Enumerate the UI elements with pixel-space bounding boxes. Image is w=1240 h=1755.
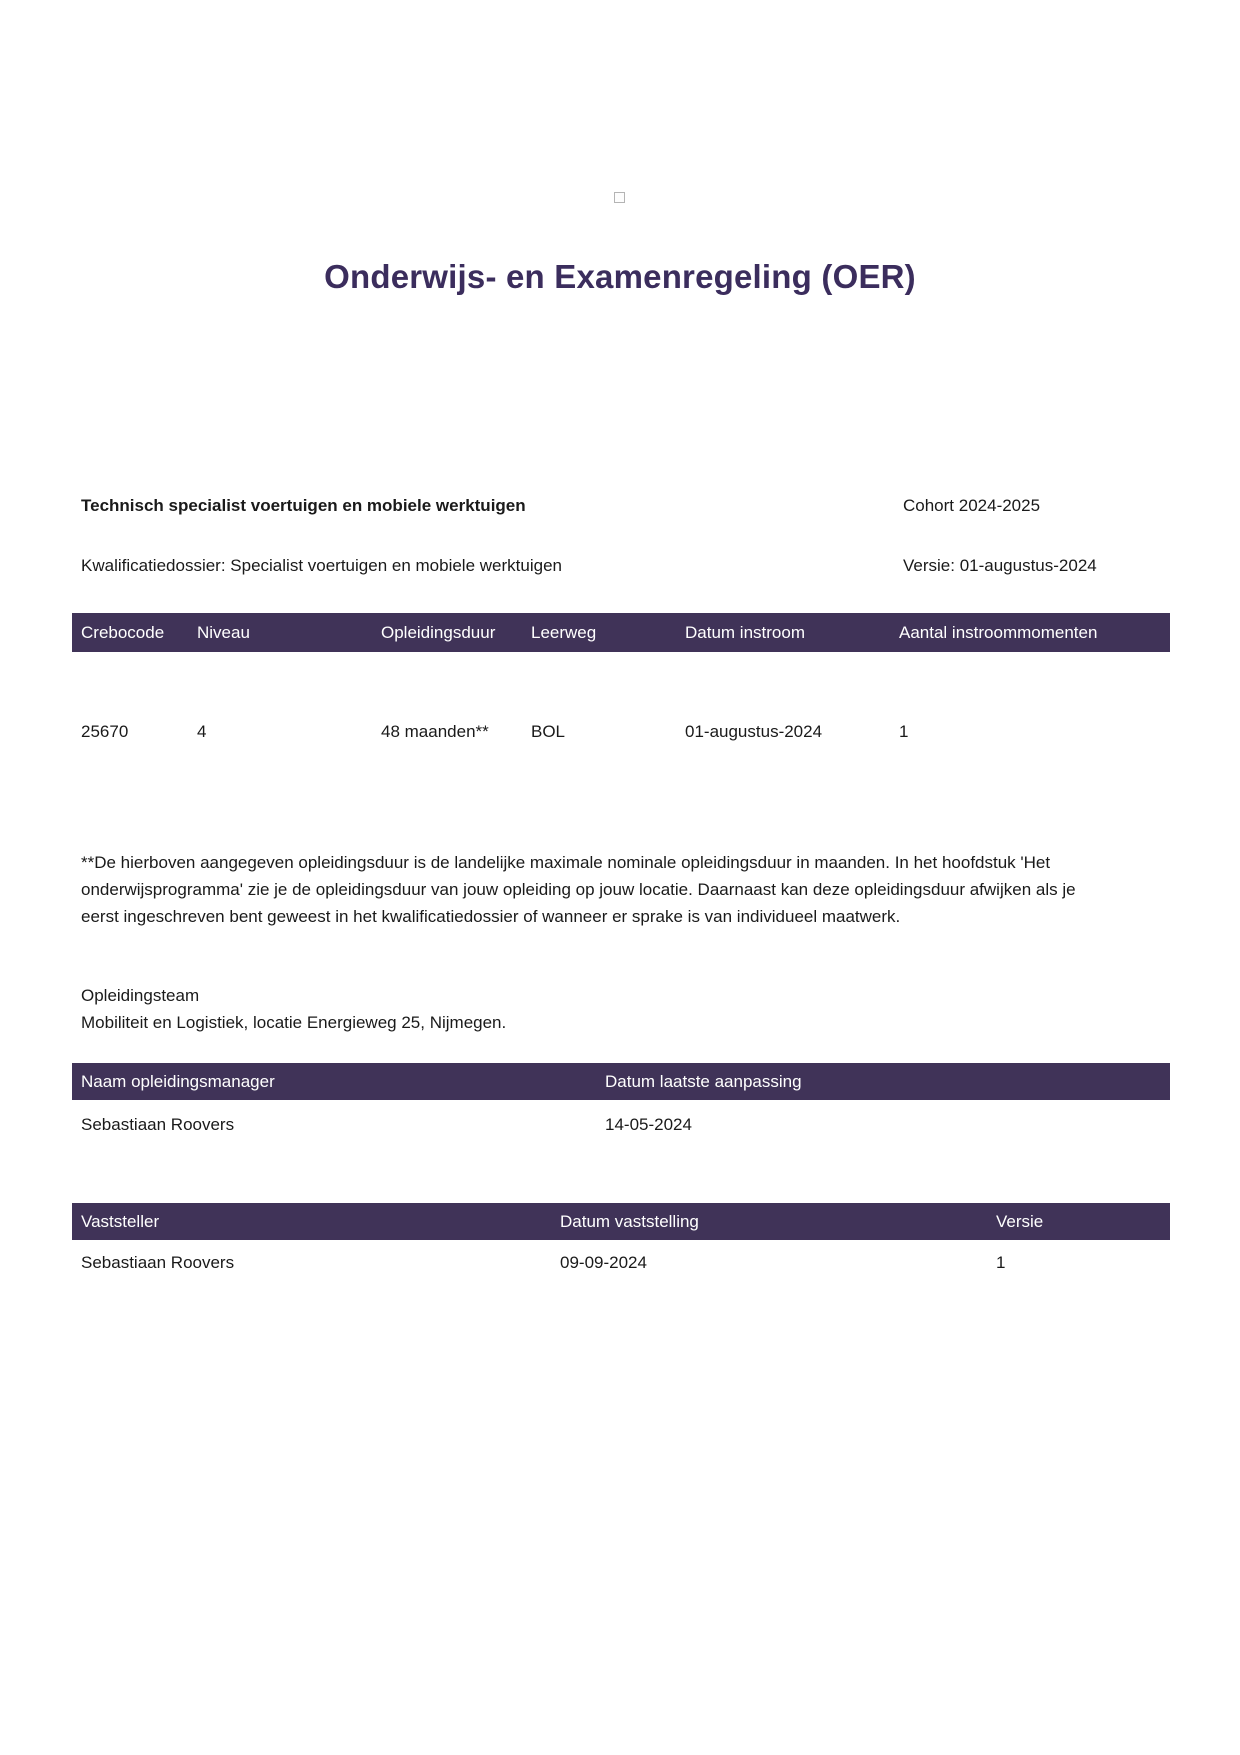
vaststeller-value-datum-vaststelling: 09-09-2024 bbox=[560, 1253, 647, 1272]
opleidingsteam-value: Mobiliteit en Logistiek, locatie Energieweg 25, Nijmegen. bbox=[81, 1013, 507, 1032]
program-line bbox=[81, 496, 1170, 516]
vaststeller-table-row bbox=[72, 1253, 1170, 1277]
opleidingsteam-label: Opleidingsteam bbox=[81, 986, 200, 1005]
crebo-header-datum-instroom: Datum instroom bbox=[685, 622, 805, 642]
crebo-value-opleidingsduur: 48 maanden** bbox=[381, 722, 489, 741]
crebo-header-opleidingsduur: Opleidingsduur bbox=[381, 622, 496, 642]
manager-value-naam: Sebastiaan Roovers bbox=[81, 1115, 235, 1134]
crebo-header-leerweg: Leerweg bbox=[531, 622, 597, 642]
crebo-table-header bbox=[72, 613, 1170, 652]
vaststeller-value-versie: 1 bbox=[996, 1253, 1006, 1272]
vaststeller-header-naam: Vaststeller bbox=[81, 1211, 160, 1231]
opleidingsduur-note: **De hierboven aangegeven opleidingsduur is de landelijke maximale nominale opleidingsduur in maanden. In het hoofdstuk 'Het onderwijsprogramma' zie je de opleidingsduur van jouw opleiding op jouw locatie. Daarnaast kan deze opleidingsduur afwijken als je eerst ingeschreven bent geweest in het kwalificatiedossier of wanneer er sprake is van individueel maatwerk. bbox=[81, 853, 1076, 926]
crebo-value-leerweg: BOL bbox=[531, 722, 566, 741]
kwalificatiedossier-label: Kwalificatiedossier: Specialist voertuigen en mobiele werktuigen bbox=[81, 556, 562, 575]
image-placeholder-icon bbox=[614, 192, 625, 203]
vaststeller-value-naam: Sebastiaan Roovers bbox=[81, 1253, 235, 1272]
vaststeller-header-datum-vaststelling: Datum vaststelling bbox=[560, 1211, 699, 1231]
kwalificatiedossier-line bbox=[81, 556, 1170, 576]
manager-table-header bbox=[72, 1063, 1170, 1100]
opleidingsteam-block bbox=[81, 982, 506, 1036]
page-title: Onderwijs- en Examenregeling (OER) bbox=[324, 258, 916, 295]
vaststeller-table-header bbox=[72, 1203, 1170, 1240]
crebo-header-niveau: Niveau bbox=[197, 622, 250, 642]
crebo-header-aantal-instroommomenten: Aantal instroommomenten bbox=[899, 622, 1098, 642]
crebo-value-crebocode: 25670 bbox=[81, 722, 129, 741]
program-name: Technisch specialist voertuigen en mobiele werktuigen bbox=[81, 496, 526, 515]
crebo-value-aantal-instroommomenten: 1 bbox=[899, 722, 909, 741]
crebo-table-row bbox=[72, 722, 1170, 746]
versie-label: Versie: 01-augustus-2024 bbox=[903, 556, 1097, 575]
manager-header-datum-aanpassing: Datum laatste aanpassing bbox=[605, 1071, 802, 1091]
crebo-value-niveau: 4 bbox=[197, 722, 207, 741]
vaststeller-header-versie: Versie bbox=[996, 1211, 1044, 1231]
cohort-label: Cohort 2024-2025 bbox=[903, 496, 1041, 515]
crebo-header-crebocode: Crebocode bbox=[81, 622, 165, 642]
manager-header-naam: Naam opleidingsmanager bbox=[81, 1071, 275, 1091]
manager-table-row bbox=[72, 1115, 1170, 1139]
crebo-value-datum-instroom: 01-augustus-2024 bbox=[685, 722, 823, 741]
manager-value-datum-aanpassing: 14-05-2024 bbox=[605, 1115, 692, 1134]
